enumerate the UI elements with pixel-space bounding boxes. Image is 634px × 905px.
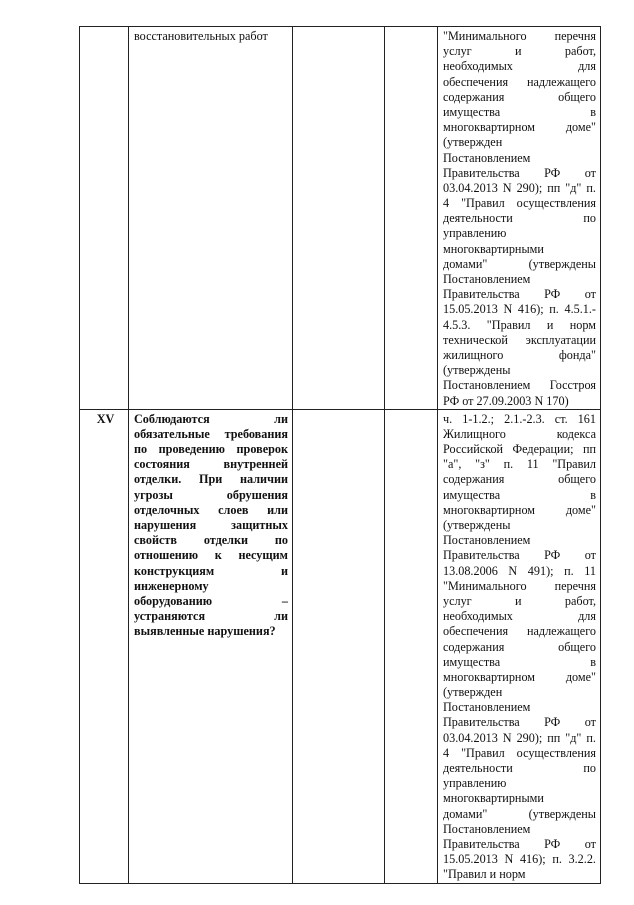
text-line: 03.04.2013 N 290); пп "д" п.: [443, 180, 596, 195]
text-line: (утверждены: [443, 518, 511, 532]
text-line: домами" (утверждены: [443, 806, 596, 821]
text-line: инженерному: [134, 578, 209, 593]
empty-cell: [293, 27, 385, 410]
legal-basis-cell: [438, 27, 601, 410]
text-line: угрозы обрушения: [134, 487, 288, 502]
question-text: [129, 410, 292, 640]
text-line: Соблюдаются ли: [134, 411, 288, 426]
text-line: многоквартирном доме": [443, 120, 596, 135]
text-line: управлению: [443, 226, 507, 241]
row-number-cell: [80, 27, 129, 410]
text-line: управлению: [443, 776, 507, 791]
text-line: Постановлением: [443, 700, 531, 715]
text-line: "Минимального перечня: [443, 578, 596, 593]
text-line: 03.04.2013 N 290); пп "д" п.: [443, 730, 596, 745]
text-line: Постановлением: [443, 150, 531, 165]
text-line: конструкциям и: [134, 563, 288, 578]
text-line: ч. 1-1.2.; 2.1.-2.3. ст. 161: [443, 411, 596, 426]
text-line: нарушения защитных: [134, 518, 288, 532]
text-line: услуг и работ,: [443, 593, 596, 608]
text-line: РФ от 27.09.2003 N 170): [443, 393, 569, 408]
text-line: (утверждены: [443, 363, 511, 378]
text-line: Правительства РФ от: [443, 165, 596, 180]
text-line: необходимых для: [443, 609, 596, 624]
empty-cell: [293, 409, 385, 883]
text-line: 15.05.2013 N 416); п. 3.2.2.: [443, 852, 596, 867]
text-line: обеспечения надлежащего: [443, 624, 596, 639]
text-line: 13.08.2006 N 491); п. 11: [443, 563, 596, 578]
text-line: обязательные требования: [134, 426, 288, 441]
text-line: Российской Федерации; пп: [443, 442, 596, 457]
text-line: (утвержден: [443, 135, 503, 150]
text-line: отделочных слоев или: [134, 502, 288, 517]
row-number-cell: [80, 409, 129, 883]
text-line: Постановлением: [443, 533, 531, 548]
question-cell: [129, 27, 293, 410]
text-line: 4 "Правил осуществления: [443, 196, 596, 211]
text-line: оборудованию –: [134, 593, 288, 608]
text-line: содержания общего: [443, 639, 596, 654]
text-line: Постановлением: [443, 272, 531, 286]
text-line: (утвержден: [443, 685, 503, 700]
text-line: устраняются ли: [134, 609, 288, 624]
question-text: [129, 27, 292, 44]
table-row: [80, 27, 601, 410]
text-line: многоквартирном доме": [443, 669, 596, 684]
text-line: "а", "з" п. 11 "Правил: [443, 457, 596, 472]
text-line: Правительства РФ от: [443, 548, 596, 563]
text-line: технической эксплуатации: [443, 332, 596, 347]
text-line: 15.05.2013 N 416); п. 4.5.1.-: [443, 302, 596, 317]
text-line: содержания общего: [443, 472, 596, 487]
text-line: 4 "Правил осуществления: [443, 745, 596, 760]
row-number: XV: [96, 411, 115, 426]
text-line: деятельности по: [443, 211, 596, 226]
text-line: Жилищного кодекса: [443, 426, 596, 441]
legal-basis-cell: [438, 409, 601, 883]
empty-cell: [385, 27, 438, 410]
requirements-table: [79, 26, 601, 884]
text-line: 4.5.3. "Правил и норм: [443, 317, 596, 332]
text-line: Правительства РФ от: [443, 287, 596, 302]
text-line: Постановлением: [443, 821, 531, 836]
text-line: отделки. При наличии: [134, 472, 288, 487]
text-line: имущества в: [443, 487, 596, 502]
text-line: необходимых для: [443, 59, 596, 74]
text-line: состояния внутренней: [134, 457, 288, 472]
text-line: содержания общего: [443, 89, 596, 104]
text-line: Правительства РФ от: [443, 836, 596, 851]
row-number: [80, 27, 128, 29]
text-line: Постановлением Госстроя: [443, 378, 596, 393]
text-line: "Минимального перечня: [443, 29, 596, 43]
text-line: услуг и работ,: [443, 44, 596, 59]
text-line: многоквартирными: [443, 791, 544, 806]
text-line: деятельности по: [443, 761, 596, 775]
text-line: Правительства РФ от: [443, 715, 596, 730]
text-line: по проведению проверок: [134, 442, 288, 457]
legal-basis-text: [438, 410, 600, 883]
text-line: обеспечения надлежащего: [443, 74, 596, 89]
text-line: многоквартирными: [443, 241, 544, 256]
text-line: отношению к несущим: [134, 548, 288, 563]
question-cell: [129, 409, 293, 883]
text-line: жилищного фонда": [443, 347, 596, 362]
table-row: [80, 409, 601, 883]
empty-cell: [385, 409, 438, 883]
text-line: свойств отделки по: [134, 533, 288, 548]
legal-basis-text: [438, 27, 600, 409]
text-line: имущества в: [443, 104, 596, 119]
text-line: выявленные нарушения?: [134, 624, 276, 639]
text-line: "Правил и норм: [443, 867, 526, 882]
text-line: восстановительных работ: [134, 29, 268, 43]
text-line: имущества в: [443, 654, 596, 669]
text-line: домами" (утверждены: [443, 256, 596, 271]
table-body: [80, 27, 601, 884]
text-line: многоквартирном доме": [443, 502, 596, 517]
